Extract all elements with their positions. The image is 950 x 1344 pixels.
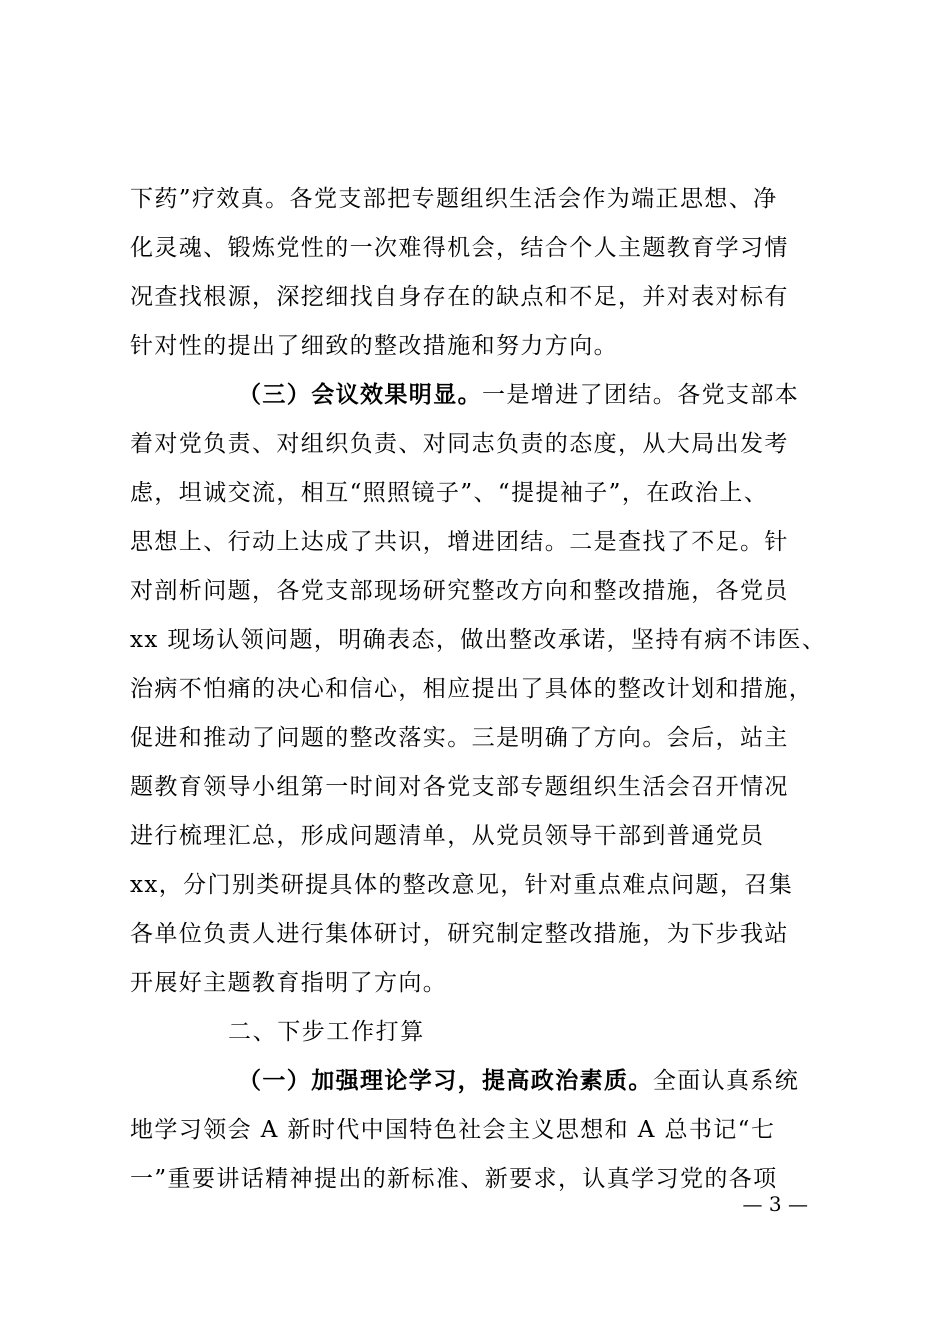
text-line-16: 开展好主题教育指明了方向。 [130,970,448,996]
text-line-2: 化灵魂、锻炼党性的一次难得机会，结合个人主题教育学习情 [130,235,789,261]
item-1-first-line [238,1066,830,1096]
item-1-heading: （一）加强理论学习，提高政治素质。 [238,1067,653,1094]
item-1-first-text: 全面认真系统 [652,1068,800,1094]
text-line-18: 一”重要讲话精神提出的新标准、新要求，认真学习党的各项 [130,1166,778,1192]
paragraph-3-first-text: 一是增进了团结。各党支部本 [482,382,800,408]
text-line-1: 下药”疗效真。各党支部把专题组织生活会作为端正思想、净 [130,186,778,212]
text-line-10: 治病不怕痛的决心和信心，相应提出了具体的整改计划和措施， [130,676,814,702]
page-number: — 3 — [742,1192,808,1216]
text-line-9: xx 现场认领问题，明确表态，做出整改承诺，坚持有病不讳医、 [130,627,827,653]
text-line-12: 题教育领导小组第一时间对各党支部专题组织生活会召开情况 [130,774,789,800]
section-2-heading: 二、下步工作打算 [228,1019,425,1045]
text-line-4: 针对性的提出了细致的整改措施和努力方向。 [130,333,618,359]
paragraph-3-first-line [238,380,830,410]
text-line-11: 促进和推动了问题的整改落实。三是明确了方向。会后，站主 [130,725,789,751]
text-line-17: 地学习领会 A 新时代中国特色社会主义思想和 A 总书记“七 [130,1117,776,1143]
text-line-8: 对剖析问题，各党支部现场研究整改方向和整改措施，各党员 [130,578,789,604]
text-line-6: 虑，坦诚交流，相互“照照镜子”、“提提袖子”，在政治上、 [130,480,769,506]
text-line-5: 着对党负责、对组织负责、对同志负责的态度，从大局出发考 [130,431,789,457]
text-line-15: 各单位负责人进行集体研讨，研究制定整改措施，为下步我站 [130,921,789,947]
text-line-14: xx，分门别类研提具体的整改意见，针对重点难点问题，召集 [130,872,794,898]
text-line-3: 况查找根源，深挖细找自身存在的缺点和不足，并对表对标有 [130,284,789,310]
text-line-7: 思想上、行动上达成了共识，增进团结。二是查找了不足。针 [130,529,789,555]
text-line-13: 进行梳理汇总，形成问题清单，从党员领导干部到普通党员 [130,823,765,849]
paragraph-3-heading: （三）会议效果明显。 [238,381,482,408]
